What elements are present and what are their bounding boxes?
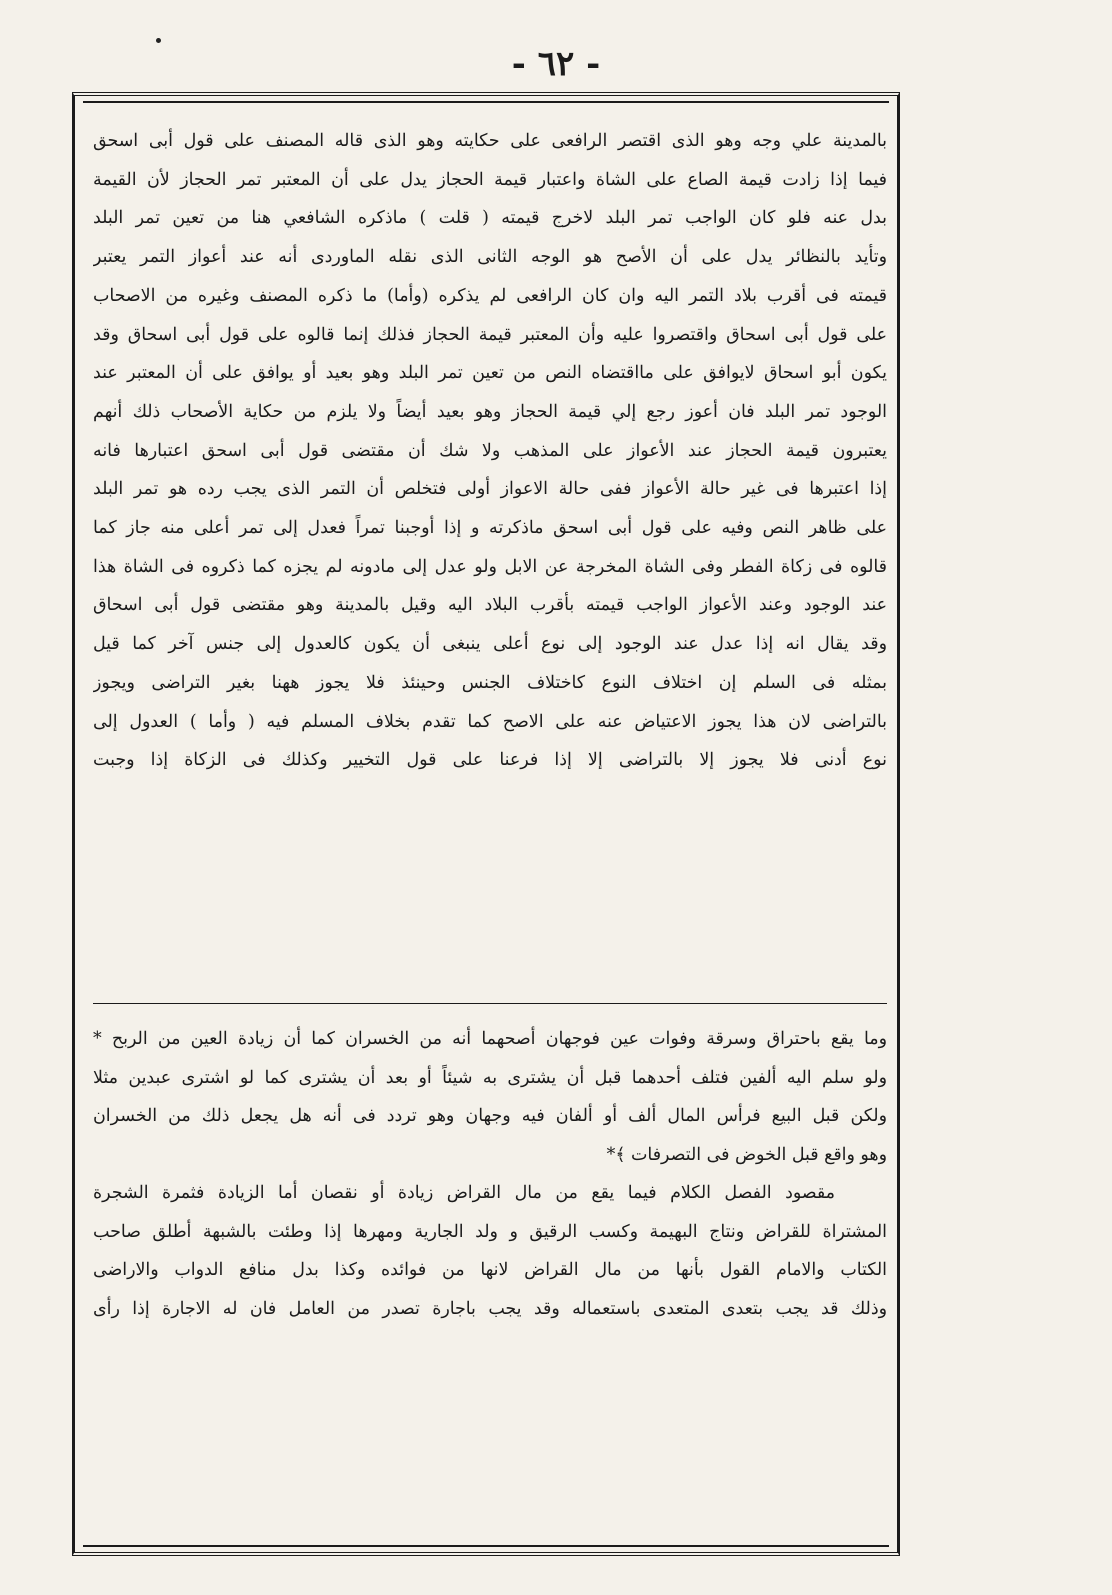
text-line: إذا اعتبرها فى غير حالة الأعواز ففى حالة الاعواز أولى فتخلص أن التمر الذى يجب رده هو تمر البلد bbox=[93, 479, 887, 500]
text-line: نوع أدنى فلا يجوز إلا بالتراضى إلا إذا فرعنا على قول التخيير وكذلك فى الزكاة إذا وجبت bbox=[93, 750, 887, 771]
text-line: وذلك قد يجب بتعدى المتعدى باستعماله وقد يجب باجارة تصدر من العامل فان له الاجارة إذا رأى bbox=[93, 1298, 887, 1319]
text-line: الوجود تمر البلد فان أعوز رجع إلي قيمة الحجاز وهو بعيد أيضاً ولا يلزم من حكاية الأصحاب ذلك أنهم bbox=[93, 401, 887, 422]
text-line: وما يقع باحتراق وسرقة وفوات عين فوجهان أصحهما أنه من الخسران كما أن زيادة العين من الربح * bbox=[93, 1029, 887, 1049]
text-line: على ظاهر النص وفيه على قول أبى اسحق ماذكرته و إذا أوجبنا تمراً فعدل إلى تمر أعلى منه جاز كما bbox=[93, 518, 887, 539]
text-line: قيمته فى أقرب بلاد التمر اليه وان كان الرافعى لم يذكره (وأما) ما ذكره المصنف وغيره من الاصحاب bbox=[93, 285, 887, 306]
text-line: بدل عنه فلو كان الواجب تمر البلد لاخرج قيمته ( قلت ) ماذكره الشافعي هنا من تعين تمر البلد bbox=[93, 208, 887, 229]
text-line: وهو واقع قبل الخوض فى التصرفات ﴾* bbox=[606, 1144, 887, 1165]
text-line: عند الوجود وعند الأعواز الواجب قيمته بأقرب البلاد اليه وقيل بالمدينة وهو مقتضى قول أبى اسحاق bbox=[93, 595, 887, 616]
page-number: - ٦٢ - bbox=[511, 44, 601, 84]
text-line: على قول أبى اسحاق واقتصروا عليه وأن المعتبر قيمة الحجاز فذلك إنما قالوه على قول أبى اسحاق وقد bbox=[93, 324, 887, 345]
lower-text-block bbox=[93, 1020, 887, 1328]
text-line: يعتبرون قيمة الحجاز عند الأعواز على المذهب ولا شك أن مقتضى قول أبى اسحق اعتبارها فانه bbox=[93, 440, 887, 461]
text-line: وتأيد بالنظائر يدل على أن الأصح هو الوجه الثانى الذى نقله الماوردى أنه عند أعواز التمر يعتبر bbox=[93, 247, 887, 268]
text-line: بالمدينة علي وجه وهو الذى اقتصر الرافعى على حكايته وهو الذى قاله المصنف على قول أبى اسحق bbox=[93, 131, 887, 151]
text-line: ولكن قبل البيع فرأس المال ألف أو ألفان فيه وجهان وهو تردد فى أنه هل يجعل ذلك من الخسران bbox=[93, 1106, 887, 1126]
text-line: قالوه فى زكاة الفطر وفى الشاة المخرجة عن الابل ولو عدل إلى مادونه لم يجزه كما ذكروه فى الشاة هذا bbox=[93, 556, 887, 577]
ink-dot bbox=[156, 38, 161, 43]
text-line: وقد يقال انه إذا عدل عند الوجود إلى نوع أعلى ينبغى أن يكون كالعدول إلى جنس آخر كما قيل bbox=[93, 634, 887, 655]
text-line: ولو سلم اليه ألفين فتلف أحدهما قبل أن يشترى به شيئاً أو بعد أن يشترى كما لو اشترى عبدين مثلا bbox=[93, 1067, 887, 1088]
text-line: مقصود الفصل الكلام فيما يقع من مال القراض زيادة أو نقصان أما الزيادة فثمرة الشجرة bbox=[93, 1183, 835, 1203]
text-frame bbox=[72, 92, 900, 1556]
text-line: الكتاب والامام القول بأنها من مال القراض لانها من فوائده وكذا بدل منافع الدواب والاراضى bbox=[93, 1260, 887, 1280]
text-line: المشتراة للقراض ونتاج البهيمة وكسب الرقيق و ولد الجارية ومهرها إذا وطئت بالشبهة أطلق صاحب bbox=[93, 1221, 887, 1242]
text-line: بالتراضى لان هذا يجوز الاعتياض عنه على الاصح كما تقدم بخلاف المسلم فيه ( وأما ) العدول إلى bbox=[93, 711, 887, 732]
section-divider bbox=[93, 1003, 887, 1004]
text-line: بمثله فى السلم إن اختلاف النوع كاختلاف الجنس وحينئذ فلا يجوز ههنا بغير التراضى ويجوز bbox=[93, 672, 887, 693]
text-line: فيما إذا زادت قيمة الصاع على الشاة واعتبار قيمة الحجاز يدل على أن المعتبر تمر الحجاز لأن القيمة bbox=[93, 169, 887, 190]
text-line: يكون أبو اسحاق لايوافق على مااقتضاه النص من تعين تمر البلد وهو بعيد أو يوافق على أن المعتبر عند bbox=[93, 363, 887, 384]
main-text-block bbox=[93, 122, 887, 780]
